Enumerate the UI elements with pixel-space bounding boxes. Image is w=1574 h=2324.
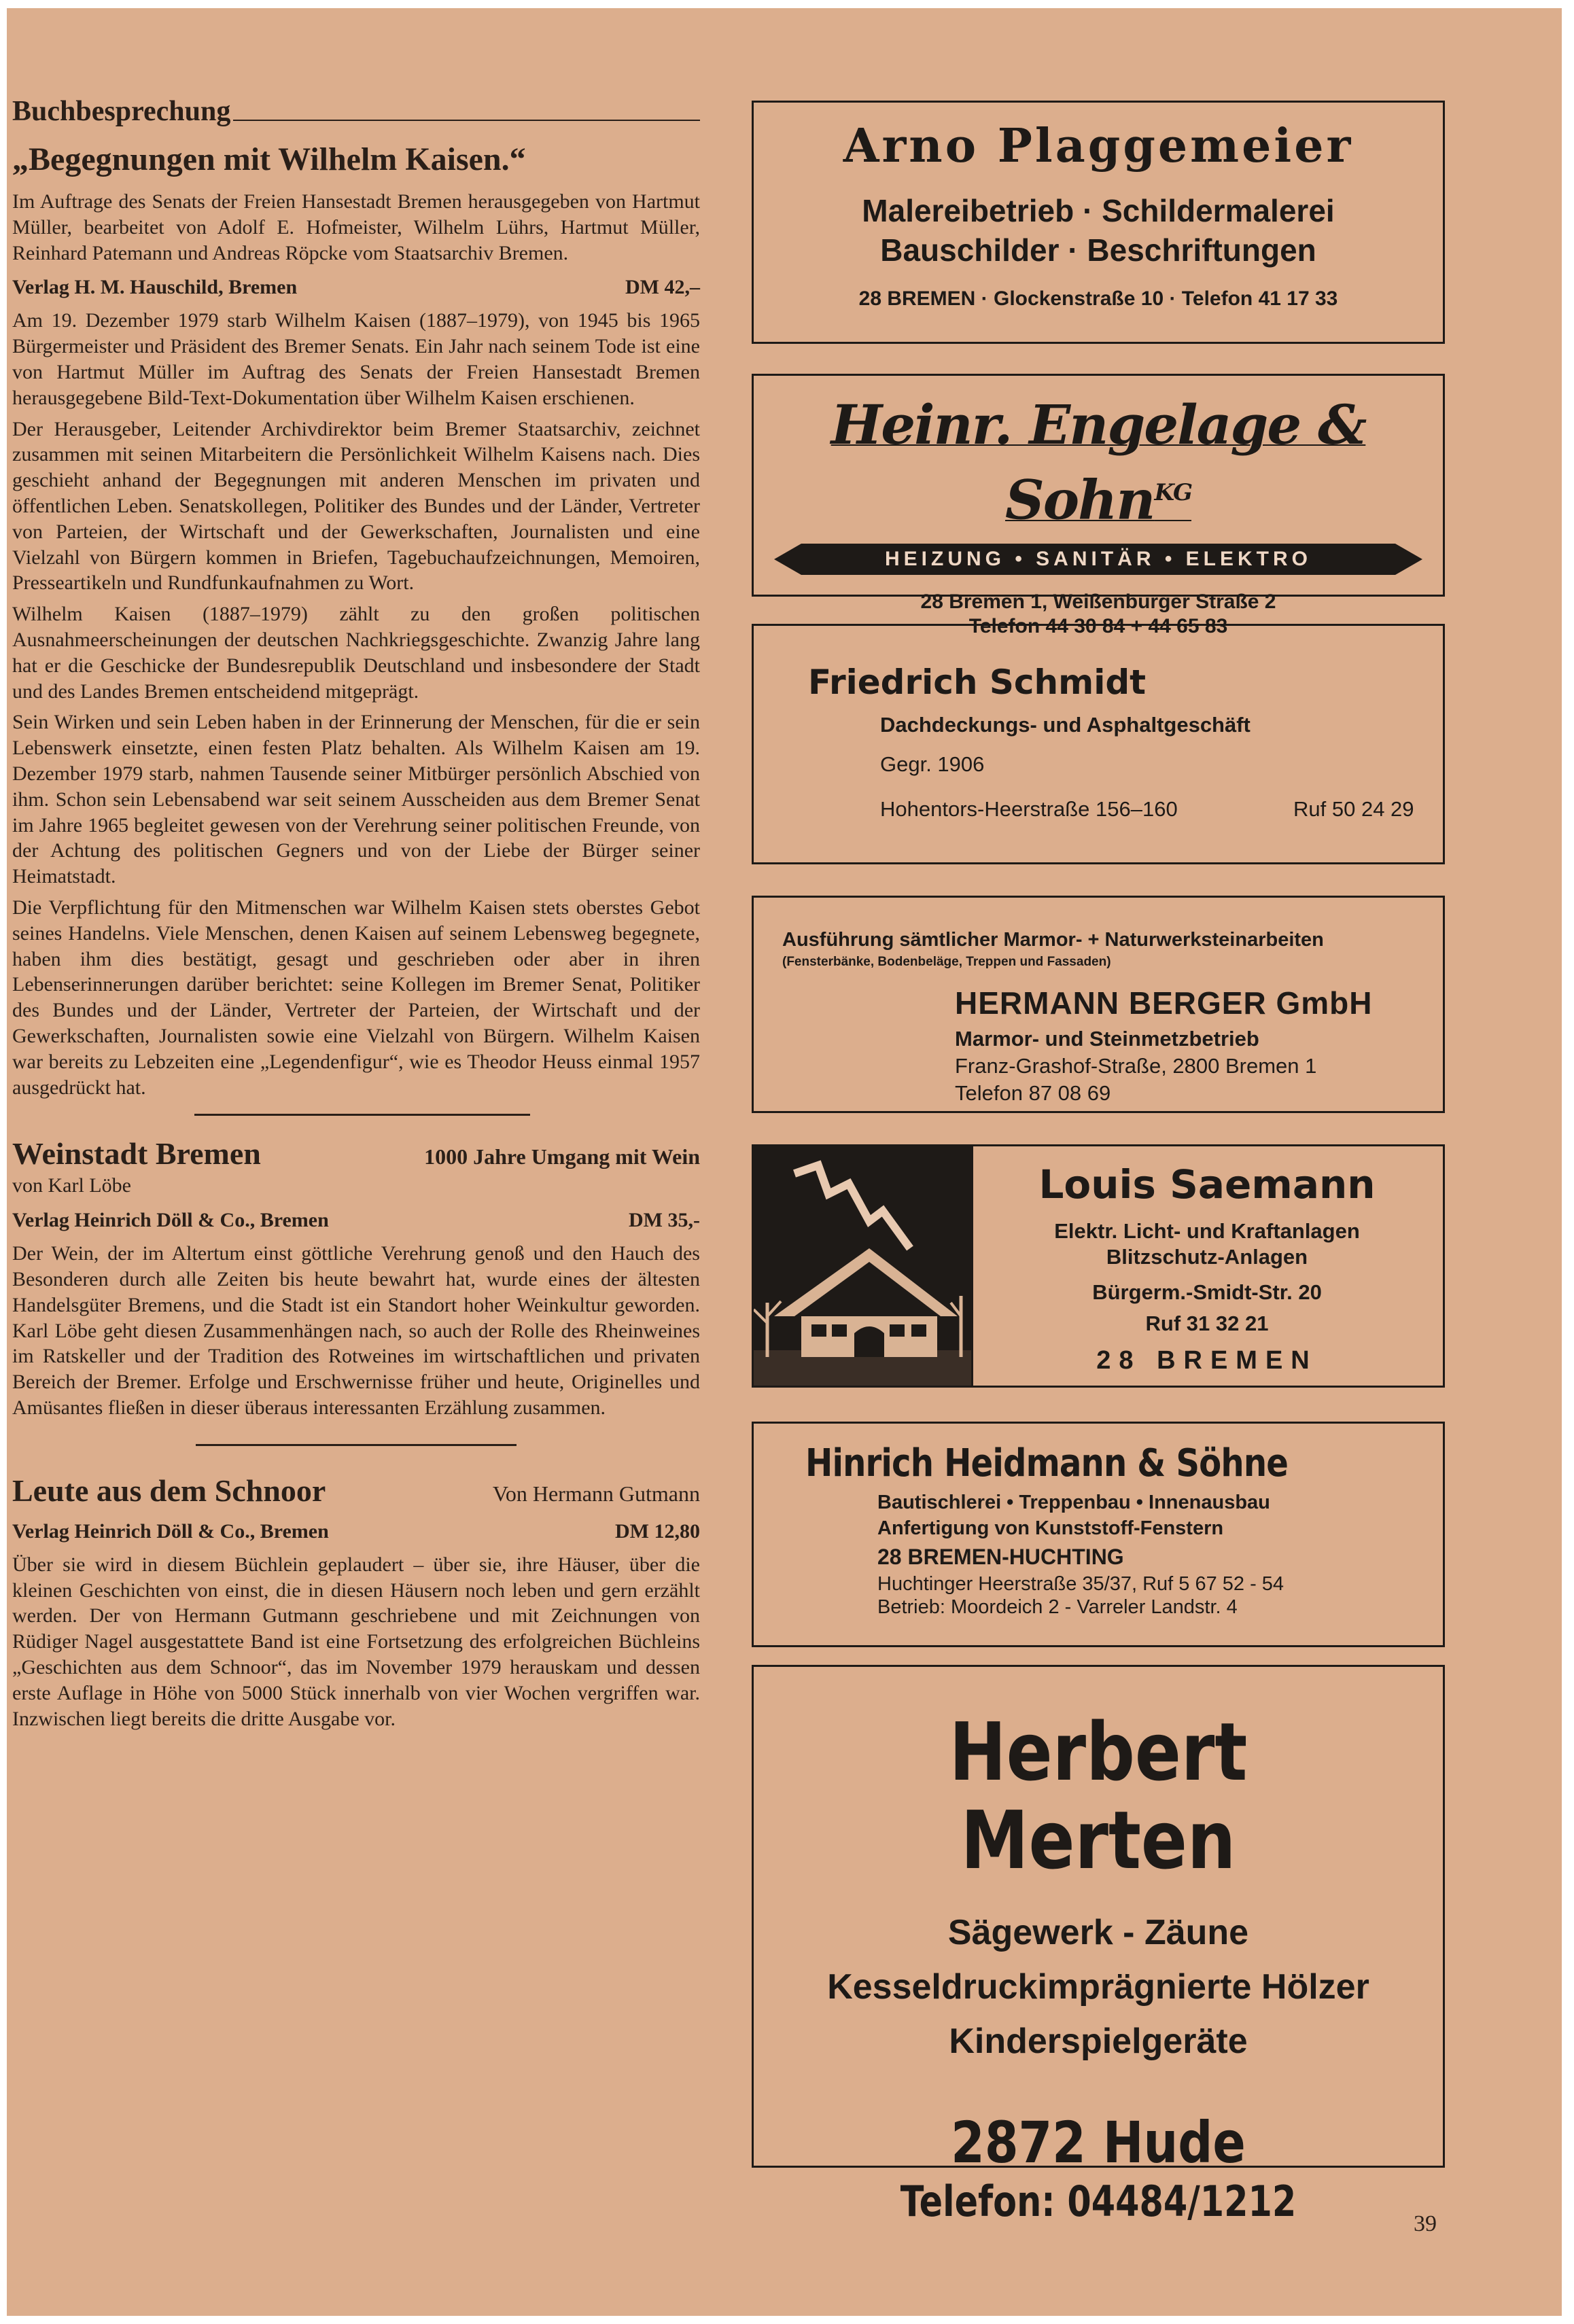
publisher: Verlag Heinrich Döll & Co., Bremen bbox=[12, 1209, 329, 1232]
review-byline: von Karl Löbe bbox=[12, 1174, 131, 1197]
review-paragraph: Die Verpflichtung für den Mitmenschen war Wilhelm Kaisen stets oberstes Gebot seines Handelns. Viele Menschen, denen Kaisen auf seinem Lebensweg begegnete, haben ihm dies bestätigt, gesagt und geschrieben oder aber in ihren Lebenserinnerungen darüber berichtet: seine Kollegen im Bremer Senat, Politiker des Bundes und der Länder, Vertreter der Parteien, der Wirtschaft und der Gewerkschaften, Journalisten sowie eine Vielzahl von Bürgern. Wilhelm Kaisen war bereits zu Lebzeiten eine „Legendenfigur“, wie es Theodor Heuss einmal 1957 ausgedrückt hat. bbox=[12, 896, 700, 1099]
review-paragraph: Wilhelm Kaisen (1887–1979) zählt zu den großen politischen Ausnahmeerscheinungen der deutschen Nachkriegsgeschichte. Zwanzig Jahre lang hat er die Geschicke der Bundesrepublik Deutschland und insbesondere der Stadt und des Landes Bremen entscheidend mitgeprägt. bbox=[12, 603, 700, 703]
review-paragraph: Der Wein, der im Altertum einst göttliche Verehrung genoß und den Hauch des Besonderen durch alle Zeiten bis heute bewahrt hat, wurde eines der ältesten Handelsgüter Bremens, und die Stadt ist ein Standort hoher Weinkultur geworden. Karl Löbe geht diesen Zusammenhängen nach, so auch der Rolle des Rheinweines im Ratskeller und der Tradition des Rotweines im wirtschaftlichen und privaten Bereich der Bremer. Erfolge und Erschwernisse früher und heute, Originelles und Amüsantes fließen in dieser überaus interessanten Erzählung zusammen. bbox=[12, 1242, 700, 1420]
ad-company-name: Hinrich Heidmann & Söhne bbox=[805, 1441, 1289, 1485]
ad-city: 2872 Hude bbox=[951, 2109, 1246, 2176]
review-author: Von Hermann Gutmann bbox=[492, 1481, 700, 1506]
ad-service-line: Kinderspielgeräte bbox=[949, 2022, 1248, 2061]
ad-phone-line: Telefon 44 30 84 + 44 65 83 bbox=[968, 614, 1228, 637]
ad-founded: Gegr. 1906 bbox=[880, 752, 985, 776]
ad-address-line: Bürgerm.-Smidt-Str. 20 bbox=[1092, 1280, 1322, 1304]
banner-arrow-right-icon bbox=[1395, 544, 1422, 575]
ad-service-line: Anfertigung von Kunststoff-Fenstern bbox=[877, 1517, 1224, 1539]
review-paragraph: Am 19. Dezember 1979 starb Wilhelm Kaisen (1887–1979), von 1945 bis 1965 Bürgermeister und Präsident des Bremer Senats. Ein Jahr nach seinem Tode ist eine von Hartmut Müller im Auftrag des Senats der Freien Hansestadt Bremen herausgegebene Bild-Text-Dokumentation über Wilhelm Kaisen erschienen. bbox=[12, 309, 700, 409]
review-paragraph: Der Herausgeber, Leitender Archivdirektor beim Bremer Staatsarchiv, zeichnet zusammen mit seinen Mitarbeitern die Persönlichkeit Wilhelm Kaisens nach. Dies geschieht anhand der Begegnungen mit anderen Menschen im privaten und öffentlichen Leben. Senatskollegen, Politiker des Bundes und der Länder, Vertreter von Parteien, der Wirtschaft und der Gewerkschaften, Journalisten und eine Vielzahl von Bürgern kommen in Briefen, Tagebuchaufzeichnungen, Memoiren, Presseartikeln und Rundfunkaufnahmen zu Wort. bbox=[12, 417, 700, 595]
ad-phone-line: Ruf 31 32 21 bbox=[1145, 1311, 1269, 1335]
publisher-row bbox=[12, 1518, 700, 1545]
ad-company-name: Louis Saemann bbox=[1038, 1161, 1376, 1208]
review-title-row bbox=[12, 1472, 700, 1510]
ad-phone-line: Telefon: 04484/1212 bbox=[900, 2177, 1297, 2226]
review-paragraph: Über sie wird in diesem Büchlein geplaudert – über sie, ihre Häuser, über die kleinen Geschichten von einst, die in diesen Häusern noch leben und gern erzählt werden. Der von Hermann Gutmann geschriebene und mit Zeichnungen von Rüdiger Nagel ausgestattete Band ist eine Fortsetzung des erfolgreichen Büchleins „Geschichten aus dem Schnoor“, das im November 1979 herauskam und dessen erste Auflage in Höhe von 5000 Stück innerhalb von vier Wochen vergriffen war. Inzwischen liegt bereits die dritte Ausgabe vor. bbox=[12, 1553, 700, 1730]
ad-company-script-name: Heinr. Engelage & Sohn bbox=[830, 393, 1366, 532]
scan-edge-left bbox=[0, 0, 7, 2324]
publisher-row bbox=[12, 1207, 700, 1234]
ad-company-name: Herbert Merten bbox=[949, 1705, 1248, 1887]
review-title-kaisen: „Begegnungen mit Wilhelm Kaisen.“ bbox=[12, 141, 526, 177]
ad-phone-line: Telefon 87 08 69 bbox=[955, 1081, 1111, 1105]
publisher: Verlag H. M. Hauschild, Bremen bbox=[12, 276, 298, 299]
ad-service-line: Malereibetrieb · Schildermalerei bbox=[862, 193, 1335, 228]
ad-address-line: Hohentors-Heerstraße 156–160 bbox=[880, 797, 1178, 821]
banner-arrow-left-icon bbox=[774, 544, 801, 575]
ad-heidmann bbox=[752, 1422, 1445, 1647]
ad-company-suffix: KG bbox=[1154, 479, 1192, 506]
ad-service-detail: (Fensterbänke, Bodenbeläge, Treppen und Fassaden) bbox=[782, 955, 1111, 969]
section-divider bbox=[196, 1444, 517, 1446]
ad-banner bbox=[774, 544, 1422, 575]
scan-edge-top bbox=[0, 0, 1574, 8]
review-title-weinstadt: Weinstadt Bremen bbox=[12, 1136, 261, 1172]
ad-service-line: Elektr. Licht- und Kraftanlagen bbox=[1054, 1219, 1360, 1243]
section-rule bbox=[233, 120, 700, 121]
ad-address-line: Betrieb: Moordeich 2 - Varreler Landstr. 4 bbox=[877, 1596, 1238, 1618]
price: DM 42,– bbox=[625, 276, 700, 299]
ad-schmidt bbox=[752, 624, 1445, 864]
publisher: Verlag Heinrich Döll & Co., Bremen bbox=[12, 1519, 329, 1543]
ad-address-line: 28 BREMEN · Glockenstraße 10 · Telefon 41 17 33 bbox=[858, 287, 1338, 310]
ad-service-line: Marmor- und Steinmetzbetrieb bbox=[955, 1027, 1259, 1051]
ad-berger bbox=[752, 896, 1445, 1113]
review-title-row bbox=[12, 1135, 700, 1173]
house-lightning-illustration bbox=[754, 1146, 973, 1386]
ad-service-line: Bautischlerei • Treppenbau • Innenausbau bbox=[877, 1492, 1270, 1513]
publisher-row bbox=[12, 274, 700, 301]
ad-company-name bbox=[754, 391, 1443, 534]
ad-engelage bbox=[752, 374, 1445, 637]
page-number: 39 bbox=[1414, 2211, 1437, 2236]
scan-edge-right bbox=[1562, 0, 1574, 2324]
ad-city: 28 BREMEN bbox=[1096, 1346, 1318, 1375]
ad-service-line: Kesseldruckimprägnierte Hölzer bbox=[827, 1967, 1369, 2007]
ad-service-line: Sägewerk - Zäune bbox=[947, 1913, 1249, 1952]
ad-service-line: Blitzschutz-Anlagen bbox=[1106, 1245, 1308, 1269]
price: DM 35,- bbox=[629, 1209, 700, 1232]
review-paragraph: Sein Wirken und sein Leben haben in der Erinnerung der Menschen, für die er sein Lebenswerk einsetzte, einen festen Platz behalten. Als Wilhelm Kaisen am 19. Dezember 1979 starb, nahmen Tausende seiner Mitbürger persönlich Abschied von ihm. Schon sein Lebensabend war seit seinem Ausscheiden aus dem Bremer Senat im Jahre 1965 begleitet gewesen von der Verehrung seiner politischen Freunde, von der Achtung des politischen Gegners und von der Liebe der Bürger seiner Heimatstadt. bbox=[12, 711, 700, 888]
ad-city: 28 BREMEN-HUCHTING bbox=[877, 1545, 1124, 1569]
review-title-schnoor: Leute aus dem Schnoor bbox=[12, 1473, 326, 1508]
ad-banner-text: HEIZUNG • SANITÄR • ELEKTRO bbox=[801, 544, 1395, 575]
ad-service-line: Dachdeckungs- und Asphaltgeschäft bbox=[880, 713, 1251, 737]
ad-service-line: Ausführung sämtlicher Marmor- + Naturwerksteinarbeiten bbox=[782, 929, 1324, 951]
scan-edge-bottom bbox=[0, 2316, 1574, 2324]
ad-saemann bbox=[752, 1144, 1445, 1388]
review-subtitle: 1000 Jahre Umgang mit Wein bbox=[424, 1144, 700, 1169]
review-intro: Im Auftrage des Senats der Freien Hansestadt Bremen herausgegeben von Hartmut Müller, bearbeitet von Adolf E. Hofmeister, Wilhelm Lührs, Hartmut Müller, Reinhard Patemann und Andreas Röpcke vom Staatsarchiv Bremen. bbox=[12, 190, 700, 264]
ad-company-name: HERMANN BERGER GmbH bbox=[955, 985, 1373, 1021]
section-heading bbox=[12, 95, 700, 128]
ad-plaggemeier bbox=[752, 101, 1445, 344]
ad-address-line: Franz-Grashof-Straße, 2800 Bremen 1 bbox=[955, 1054, 1317, 1078]
price: DM 12,80 bbox=[615, 1519, 700, 1543]
ad-company-name: Arno Plaggemeier bbox=[843, 119, 1354, 173]
ad-address-line: 28 Bremen 1, Weißenburger Straße 2 bbox=[920, 590, 1276, 613]
section-label: Buchbesprechung bbox=[12, 96, 231, 127]
ad-phone-line: Ruf 50 24 29 bbox=[1293, 797, 1414, 821]
ad-text-block bbox=[971, 1146, 1443, 1375]
ad-address-line: Huchtinger Heerstraße 35/37, Ruf 5 67 52 - 54 bbox=[877, 1573, 1284, 1595]
ad-company-name: Friedrich Schmidt bbox=[808, 663, 1147, 702]
book-reviews-column bbox=[12, 95, 700, 1731]
ad-service-line: Bauschilder · Beschriftungen bbox=[880, 232, 1316, 268]
section-divider bbox=[194, 1114, 530, 1116]
